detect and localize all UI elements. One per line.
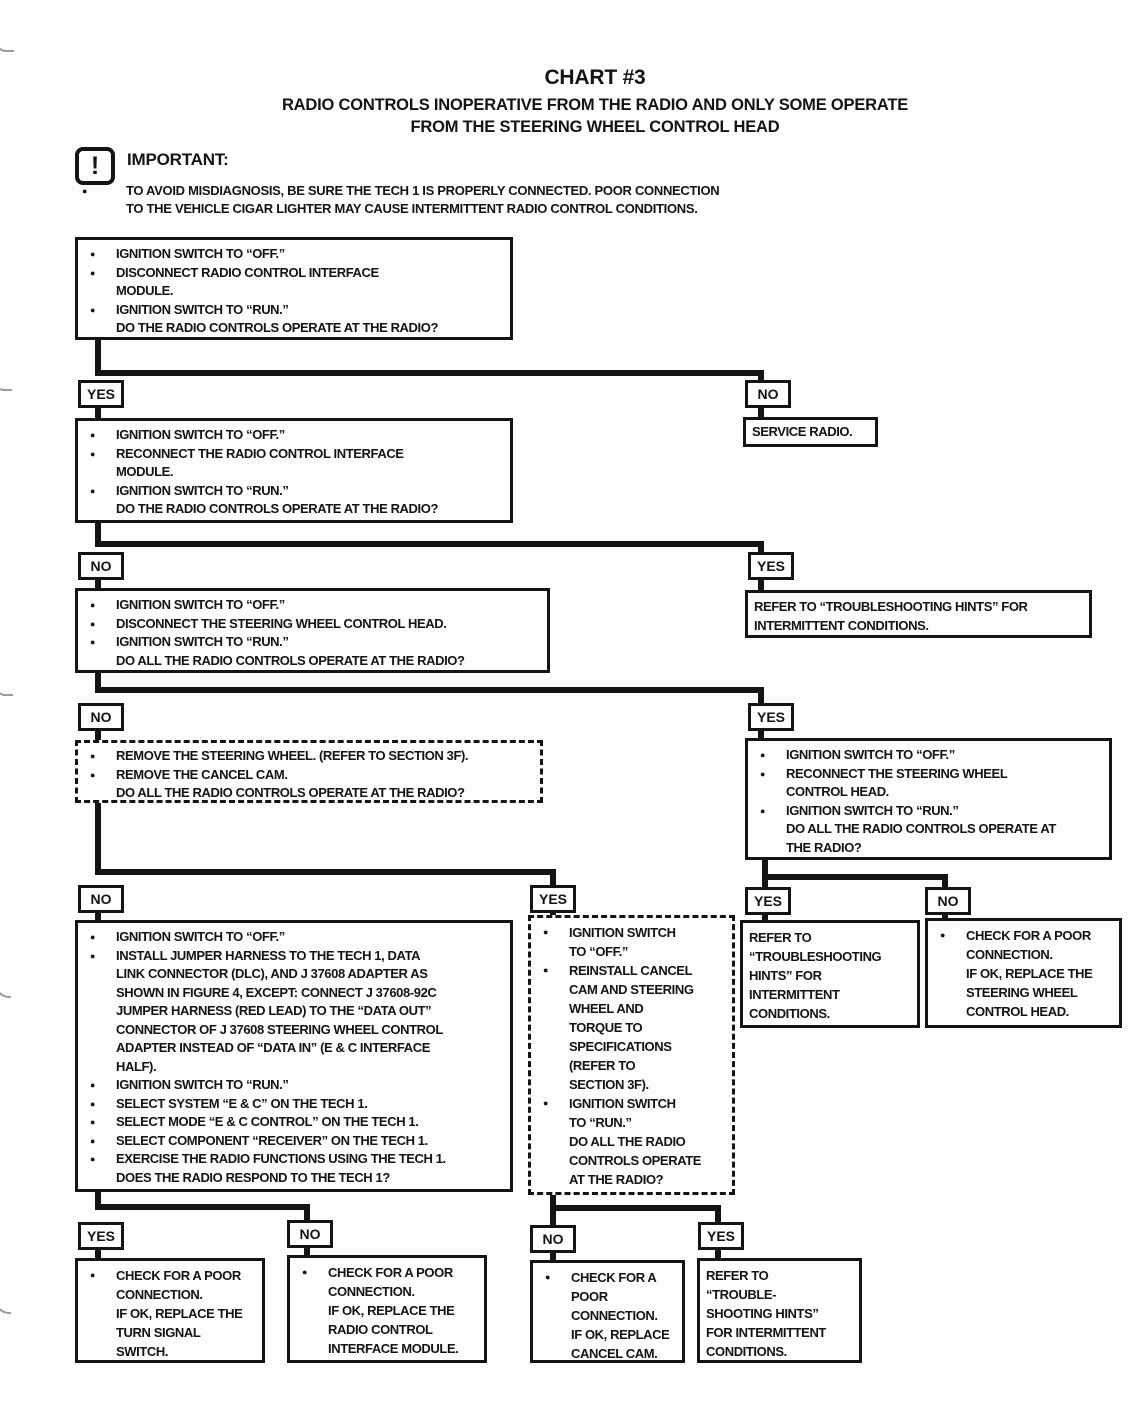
decision-no-3: NO <box>78 703 124 731</box>
decision-yes-1: YES <box>78 380 124 408</box>
decision-yes-5-mid: YES <box>698 1222 744 1250</box>
flow-connector <box>95 687 764 693</box>
chart-title-line2: FROM THE STEERING WHEEL CONTROL HEAD <box>410 118 780 136</box>
decision-yes-2: YES <box>748 552 794 580</box>
action-replace-interface-module: ● CHECK FOR A POOR CONNECTION. IF OK, REPLACE THE RADIO CONTROL INTERFACE MODULE. <box>287 1255 487 1363</box>
decision-yes-5-left: YES <box>78 1222 124 1250</box>
action-replace-turn-signal-switch: ● CHECK FOR A POOR CONNECTION. IF OK, REPLACE THE TURN SIGNAL SWITCH. <box>75 1258 265 1363</box>
scan-artifact <box>0 984 11 998</box>
step1-disconnect-interface-module: ● IGNITION SWITCH TO “OFF.” ● DISCONNECT RADIO CONTROL INTERFACE MODULE. ● IGNITION SWITCH TO “RUN.” DO THE RADIO CONTROLS OPERATE AT THE RADIO? <box>75 237 513 340</box>
action-refer-hints-bottom: REFER TO “TROUBLE- SHOOTING HINTS” FOR INTERMITTENT CONDITIONS. <box>697 1258 862 1363</box>
decision-no-5-mid: NO <box>530 1225 576 1253</box>
scan-artifact <box>0 381 12 391</box>
decision-yes-4-left: YES <box>530 885 576 913</box>
step5-reinstall-cancel-cam: ● IGNITION SWITCH TO “OFF.” ● REINSTALL CANCEL CAM AND STEERING WHEEL AND TORQUE TO SPECIFICATIONS (REFER TO SECTION 3F). ● IGNITION SWITCH TO “RUN.” DO ALL THE RADIO CONTROLS OPERATE AT THE RADIO? <box>528 915 735 1195</box>
scan-artifact <box>0 1300 11 1314</box>
flow-connector <box>95 869 556 875</box>
scan-artifact <box>0 686 13 696</box>
flow-connector <box>95 1204 310 1210</box>
step5-tech1-jumper-harness: ● IGNITION SWITCH TO “OFF.” ● INSTALL JUMPER HARNESS TO THE TECH 1, DATA LINK CONNECTOR (DLC), AND J 37608 ADAPTER AS SHOWN IN FIGURE 4, EXCEPT: CONNECT J 37608-92C JUMPER HARNESS (RED LEAD) TO THE “DATA OUT” CONNECTOR OF J 37608 STEERING WHEEL CONTROL ADAPTER INSTEAD OF “DATA IN” (E & C INTERFACE HALF). ● IGNITION SWITCH TO “RUN.” ● SELECT SYSTEM “E & C” ON THE TECH 1. ● SELECT MODE “E & C CONTROL” ON THE TECH 1. ● SELECT COMPONENT “RECEIVER” ON THE TECH 1. ● EXERCISE THE RADIO FUNCTIONS USING THE TECH 1. DOES THE RADIO RESPOND TO THE TECH 1? <box>75 920 513 1192</box>
step2-reconnect-interface-module: ● IGNITION SWITCH TO “OFF.” ● RECONNECT THE RADIO CONTROL INTERFACE MODULE. ● IGNITION SWITCH TO “RUN.” DO THE RADIO CONTROLS OPERATE AT THE RADIO? <box>75 418 513 523</box>
step4-reconnect-control-head: ● IGNITION SWITCH TO “OFF.” ● RECONNECT THE STEERING WHEEL CONTROL HEAD. ● IGNITION SWITCH TO “RUN.” DO ALL THE RADIO CONTROLS OPERATE AT THE RADIO? <box>745 738 1112 860</box>
flow-connector <box>762 874 948 880</box>
action-service-radio: SERVICE RADIO. <box>743 417 878 447</box>
important-exclamation-icon: ! <box>75 147 115 185</box>
flow-connector <box>95 338 101 374</box>
decision-yes-3: YES <box>748 703 794 731</box>
action-replace-control-head: ● CHECK FOR A POOR CONNECTION. IF OK, REPLACE THE STEERING WHEEL CONTROL HEAD. <box>925 918 1122 1028</box>
step4-remove-steering-wheel: ● REMOVE THE STEERING WHEEL. (REFER TO SECTION 3F). ● REMOVE THE CANCEL CAM. DO ALL THE RADIO CONTROLS OPERATE AT THE RADIO? <box>75 740 543 803</box>
flow-connector <box>95 541 764 547</box>
chart-title-line1: RADIO CONTROLS INOPERATIVE FROM THE RADIO AND ONLY SOME OPERATE <box>281 96 909 114</box>
action-refer-hints-right: REFER TO “TROUBLESHOOTING HINTS” FOR INTERMITTENT CONDITIONS. <box>740 920 920 1028</box>
step3-disconnect-control-head: ● IGNITION SWITCH TO “OFF.” ● DISCONNECT THE STEERING WHEEL CONTROL HEAD. ● IGNITION SWITCH TO “RUN.” DO ALL THE RADIO CONTROLS OPERATE AT THE RADIO? <box>75 588 550 673</box>
flow-connector <box>550 1205 721 1211</box>
important-note: ● TO AVOID MISDIAGNOSIS, BE SURE THE TECH 1 IS PROPERLY CONNECTED. POOR CONNECTION TO THE VEHICLE CIGAR LIGHTER MAY CAUSE INTERMITTENT RADIO CONTROL CONDITIONS. <box>82 183 720 216</box>
flow-connector <box>95 370 764 376</box>
flow-connector <box>95 803 101 875</box>
scan-artifact <box>0 42 14 52</box>
action-refer-troubleshooting-hints: REFER TO “TROUBLESHOOTING HINTS” FOR INTERMITTENT CONDITIONS. <box>745 590 1092 638</box>
chart-number: CHART #3 <box>544 66 646 89</box>
decision-no-1: NO <box>745 380 791 408</box>
decision-yes-4-right: YES <box>745 887 791 915</box>
decision-no-5-left: NO <box>287 1220 333 1248</box>
action-replace-cancel-cam: ● CHECK FOR A POOR CONNECTION. IF OK, REPLACE CANCEL CAM. <box>530 1260 685 1363</box>
decision-no-2: NO <box>78 552 124 580</box>
important-label: IMPORTANT: <box>127 150 229 169</box>
decision-no-4-left: NO <box>78 885 124 913</box>
decision-no-4-right: NO <box>925 887 971 915</box>
